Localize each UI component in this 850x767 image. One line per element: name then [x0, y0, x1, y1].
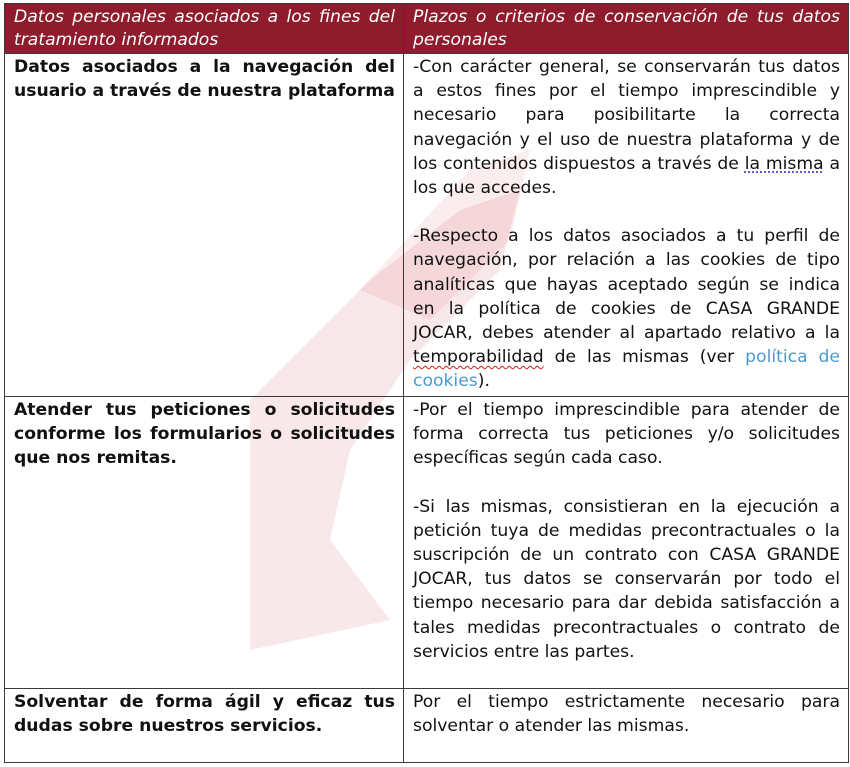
- retention-paragraph: -Por el tiempo imprescindible para atender de forma correcta tus peticiones y/o solicitudes específicas según cada caso.: [413, 400, 840, 469]
- header-retention: [404, 4, 849, 54]
- cookie-policy-link[interactable]: política de cookies: [413, 347, 840, 392]
- retention-paragraph: [413, 55, 840, 200]
- header-purpose-text: Datos personales asociados a los fines del tratamiento informados: [14, 7, 395, 50]
- purpose-cell: [5, 689, 404, 763]
- retention-text: -Respecto a los datos asociados a tu perfil de navegación, por relación a las cookies de tipo analíticas que hayas aceptado según se indica en la política de cookies de CASA GRANDE JOCAR, debes atender al apartado relativo a la: [413, 226, 840, 344]
- retention-paragraph: -Si las mismas, consistieran en la ejecución a petición tuya de medidas precontractuales o la suscripción de un contrato con CASA GRANDE JOCAR, tus datos se conservarán por todo el tiempo necesario para dar debida satisfacción a tales medidas precontractuales o contrato de servicios entre las partes.: [413, 496, 840, 662]
- retention-text: a los que accedes.: [413, 153, 841, 199]
- retention-cell: [404, 397, 849, 689]
- purpose-text: Atender tus peticiones o solicitudes conforme los formularios o solicitudes que nos remitas.: [14, 400, 395, 469]
- header-purpose: [5, 4, 404, 54]
- retention-text: de las mismas (ver: [543, 347, 746, 368]
- table-row: [5, 54, 849, 397]
- table-row: [5, 397, 849, 689]
- retention-cell: [404, 54, 849, 397]
- purpose-cell: [5, 397, 404, 689]
- table-header-row: [5, 4, 849, 54]
- purpose-cell: [5, 54, 404, 397]
- retention-table: [4, 3, 849, 763]
- retention-cell: [404, 689, 849, 763]
- retention-paragraph: [413, 224, 840, 393]
- retention-text: ).: [477, 371, 490, 392]
- grammar-underlined-text: la misma: [744, 153, 824, 174]
- table-row: [5, 689, 849, 763]
- retention-paragraph: Por el tiempo estrictamente necesario para solventar o atender las mismas.: [413, 692, 840, 737]
- purpose-text: Solventar de forma ágil y eficaz tus dudas sobre nuestros servicios.: [14, 692, 395, 737]
- retention-text: -Con carácter general, se conservarán tus datos a estos fines por el tiempo imprescindible y necesario para posibilitarte la correcta navegación y el uso de nuestra plataforma y de los contenidos dispuestos a través de: [413, 57, 840, 174]
- header-retention-text: Plazos o criterios de conservación de tus datos personales: [413, 7, 840, 50]
- spelling-underlined-text: temporabilidad: [413, 347, 544, 368]
- purpose-text: Datos asociados a la navegación del usuario a través de nuestra plataforma: [14, 57, 395, 102]
